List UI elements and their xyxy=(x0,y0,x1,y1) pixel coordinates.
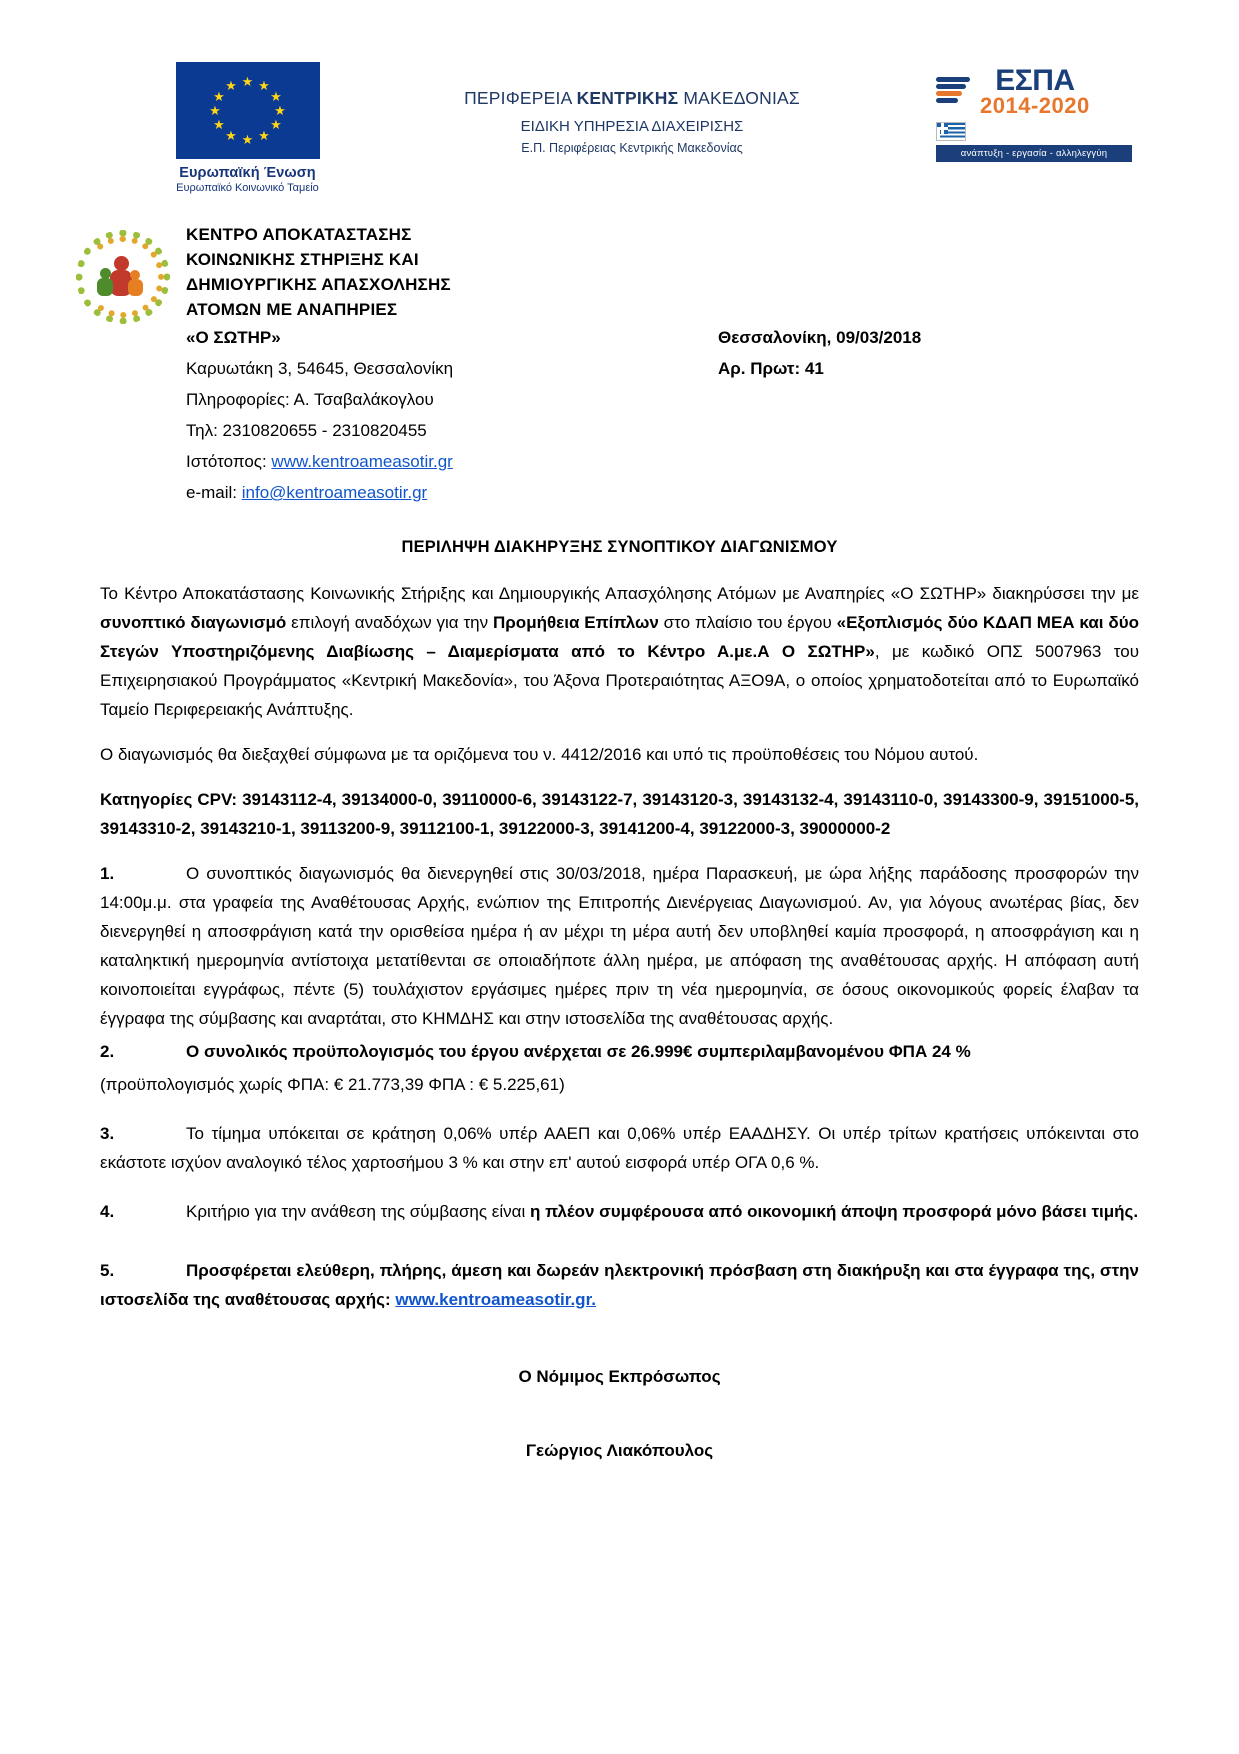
eu-logo-block xyxy=(160,62,335,194)
org-title-line-2: ΚΟΙΝΩΝΙΚΗΣ ΣΤΗΡΙΞΗΣ ΚΑΙ xyxy=(186,250,419,269)
greek-flag-icon xyxy=(936,122,966,141)
espa-swoosh-icon xyxy=(936,75,974,109)
clause-4-number: 4. xyxy=(100,1202,115,1221)
org-email-label: e-mail: xyxy=(186,483,242,502)
clause-2 xyxy=(100,1037,1139,1066)
clause-3-text: Το τίμημα υπόκειται σε κράτηση 0,06% υπέρ ΑΑΕΠ και 0,06% υπέρ ΕΑΑΔΗΣΥ. Οι υπέρ τρίτων κρατήσεις υπόκεινται στο εκάστοτε ισχύον αναλογικό τέλος χαρτοσήμου 3 % και στην επ' αυτού εισφορά υπέρ ΟΓΑ 0,6 %. xyxy=(100,1124,1139,1172)
protocol-row xyxy=(706,353,1139,384)
intro-t2: επιλογή αναδόχων για την xyxy=(286,613,494,632)
espa-tagline: ανάπτυξη - εργασία - αλληλεγγύη xyxy=(936,145,1132,162)
clause-2-number: 2. xyxy=(100,1042,115,1061)
protocol-value: 41 xyxy=(804,359,824,378)
clause-4-text: Κριτήριο για την ανάθεση της σύμβασης είναι xyxy=(186,1202,530,1221)
clause-5-number: 5. xyxy=(100,1261,115,1280)
intro-b1: συνοπτικό διαγωνισμό xyxy=(100,613,287,632)
signature-name: Γεώργιος Λιακόπουλος xyxy=(525,1441,714,1460)
org-title-line-1: ΚΕΝΤΡΟ ΑΠΟΚΑΤΑΣΤΑΣΗΣ xyxy=(186,225,412,244)
espa-years: 2014-2020 xyxy=(980,93,1090,118)
intro-b2: Προμήθεια Επίπλων xyxy=(493,613,659,632)
intro-t4: , με κωδικό ΟΠΣ 5007963 του Επιχειρησιακού Προγράμματος «Κεντρική Μακεδονία», του Άξονα Προτεραιότητας ΑΞΟ9Α, ο οποίος χρηματοδοτείται από το Ευρωπαϊκό Ταμείο Περιφερειακής Ανάπτυξης. xyxy=(100,642,1139,719)
intro-t3: στο πλαίσιο του έργου xyxy=(658,613,837,632)
org-name: «Ο ΣΩΤΗΡ» xyxy=(186,328,281,347)
organization-logo-icon xyxy=(70,228,180,330)
paragraph-intro xyxy=(100,579,1139,724)
clause-2-bold: Ο συνολικός προϋπολογισμός του έργου ανέρχεται σε 26.999€ συμπεριλαμβανομένου ΦΠΑ 24 % xyxy=(186,1042,971,1061)
eu-caption-sub: Ευρωπαϊκό Κοινωνικό Ταμείο xyxy=(176,182,319,194)
clause-2-sub: (προϋπολογισμός χωρίς ΦΠΑ: € 21.773,39 ΦΠΑ : € 5.225,61) xyxy=(100,1075,565,1094)
clause-5-website-link[interactable]: www.kentroameasotir.gr. xyxy=(395,1290,596,1309)
cpv-categories: Κατηγορίες CPV: 39143112-4, 39134000-0, 39110000-6, 39143122-7, 39143120-3, 39143132-4, 39143110-0, 39143300-9, 39151000-5, 39143310-2, 39143210-1, 39113200-9, 39112100-1, 39122000-3, 39141200-4, 39122000-3, 39000000-2 xyxy=(100,790,1139,838)
clause-4 xyxy=(100,1197,1139,1226)
clause-3-number: 3. xyxy=(100,1124,115,1143)
region-line-1-post: ΜΑΚΕΔΟΝΙΑΣ xyxy=(678,88,800,108)
org-email-link[interactable]: info@kentroameasotir.gr xyxy=(241,483,428,502)
org-contact-person: Πληροφορίες: Α. Τσαβαλάκογλου xyxy=(186,390,434,409)
clause-5-bold: Προσφέρεται ελεύθερη, πλήρης, άμεση και δωρεάν ηλεκτρονική πρόσβαση στη διακήρυξη και στα έγγραφα της, στην ιστοσελίδα της αναθέτουσας αρχής: xyxy=(100,1261,1139,1309)
org-website-link[interactable]: www.kentroameasotir.gr xyxy=(271,452,453,471)
document-title: ΠΕΡΙΛΗΨΗ ΔΙΑΚΗΡΥΞΗΣ ΣΥΝΟΠΤΙΚΟΥ ΔΙΑΓΩΝΙΣΜΟΥ xyxy=(401,538,838,556)
document-body xyxy=(0,508,1239,1466)
intro-t1: Το Κέντρο Αποκατάστασης Κοινωνικής Στήριξης και Δημιουργικής Απασχόλησης Ατόμων με Αναπηρίες «Ο ΣΩΤΗΡ» διακηρύσσει την με xyxy=(100,584,1139,603)
org-address: Καρυωτάκη 3, 54645, Θεσσαλονίκη xyxy=(186,359,454,378)
org-phone: Τηλ: 2310820655 - 2310820455 xyxy=(186,421,427,440)
clause-3 xyxy=(100,1119,1139,1177)
eu-flag-icon: ★ ★ ★ ★ ★ ★ ★ ★ ★ ★ ★ ★ xyxy=(176,62,320,159)
org-website-label: Ιστότοπος: xyxy=(186,452,272,471)
eu-caption-main: Ευρωπαϊκή Ένωση xyxy=(179,165,316,181)
paragraph-law: Ο διαγωνισμός θα διεξαχθεί σύμφωνα με τα οριζόμενα του ν. 4412/2016 και υπό τις προϋποθέσεις του Νόμου αυτού. xyxy=(100,745,979,764)
clause-1-text: Ο συνοπτικός διαγωνισμός θα διενεργηθεί στις 30/03/2018, ημέρα Παρασκευή, με ώρα λήξης παράδοσης προσφορών την 14:00μ.μ. στα γραφεία της Αναθέτουσας Αρχής, ενώπιον της Επιτροπής Διενέργειας Διαγωνισμού. Αν, για λόγους ανωτέρας βίας, δεν διενεργηθεί η αποσφράγιση κατά την ορισθείσα ημέρα ή αν μέχρι τη μέρα αυτή δεν υποβληθεί καμία προσφορά, η αποσφράγιση και η καταληκτική ημερομηνία αντίστοιχα μετατίθενται σε οποιαδήποτε άλλη ημέρα, με απόφαση της αναθέτουσας αρχής. Η απόφαση αυτή κοινοποιείται εγγράφως, πέντε (5) τουλάχιστον εργάσιμες ημέρες πριν τη νέα ημερομηνία, σε όσους οικονομικούς φορείς έλαβαν τα έγγραφα της σύμβασης και αναρτάται, στο ΚΗΜΔΗΣ και στην ιστοσελίδα της αναθέτουσας αρχής. xyxy=(100,864,1139,1028)
region-line-1 xyxy=(335,88,929,109)
clause-1 xyxy=(100,859,1139,1033)
region-line-1-bold: ΚΕΝΤΡΙΚΗΣ xyxy=(576,88,679,108)
organization-block xyxy=(0,194,1239,508)
header-band xyxy=(0,0,1239,194)
region-authority-block xyxy=(335,62,929,155)
protocol-label: Αρ. Πρωτ: xyxy=(718,359,801,378)
espa-wordmark: ΕΣΠΑ xyxy=(995,64,1075,97)
place-date: Θεσσαλονίκη, 09/03/2018 xyxy=(718,328,922,347)
signature-role: Ο Νόμιμος Εκπρόσωπος xyxy=(518,1367,721,1386)
org-email-row xyxy=(186,477,1139,508)
org-title-line-3: ΔΗΜΙΟΥΡΓΙΚΗΣ ΑΠΑΣΧΟΛΗΣΗΣ xyxy=(186,275,451,294)
org-website-row xyxy=(186,446,1139,477)
clause-4-bold: η πλέον συμφέρουσα από οικονομική άποψη προσφορά μόνο βάσει τιμής. xyxy=(529,1202,1139,1221)
region-line-1-pre: ΠΕΡΙΦΕΡΕΙΑ xyxy=(464,88,577,108)
espa-logo-block xyxy=(929,62,1139,162)
region-line-3: Ε.Π. Περιφέρειας Κεντρικής Μακεδονίας xyxy=(521,141,743,155)
clause-5 xyxy=(100,1256,1139,1314)
org-title-line-4: ΑΤΟΜΩΝ ΜΕ ΑΝΑΠΗΡΙΕΣ xyxy=(186,300,398,319)
intro-b3: «Εξοπλισμός δύο ΚΔΑΠ ΜΕΑ και δύο Στεγών Υποστηριζόμενης Διαβίωσης – Διαμερίσματα από το Κέντρο Α.με.Α Ο ΣΩΤΗΡ» xyxy=(100,613,1139,661)
clause-1-number: 1. xyxy=(100,864,115,883)
region-line-2: ΕΙΔΙΚΗ ΥΠΗΡΕΣΙΑ ΔΙΑΧΕΙΡΙΣΗΣ xyxy=(520,118,744,135)
